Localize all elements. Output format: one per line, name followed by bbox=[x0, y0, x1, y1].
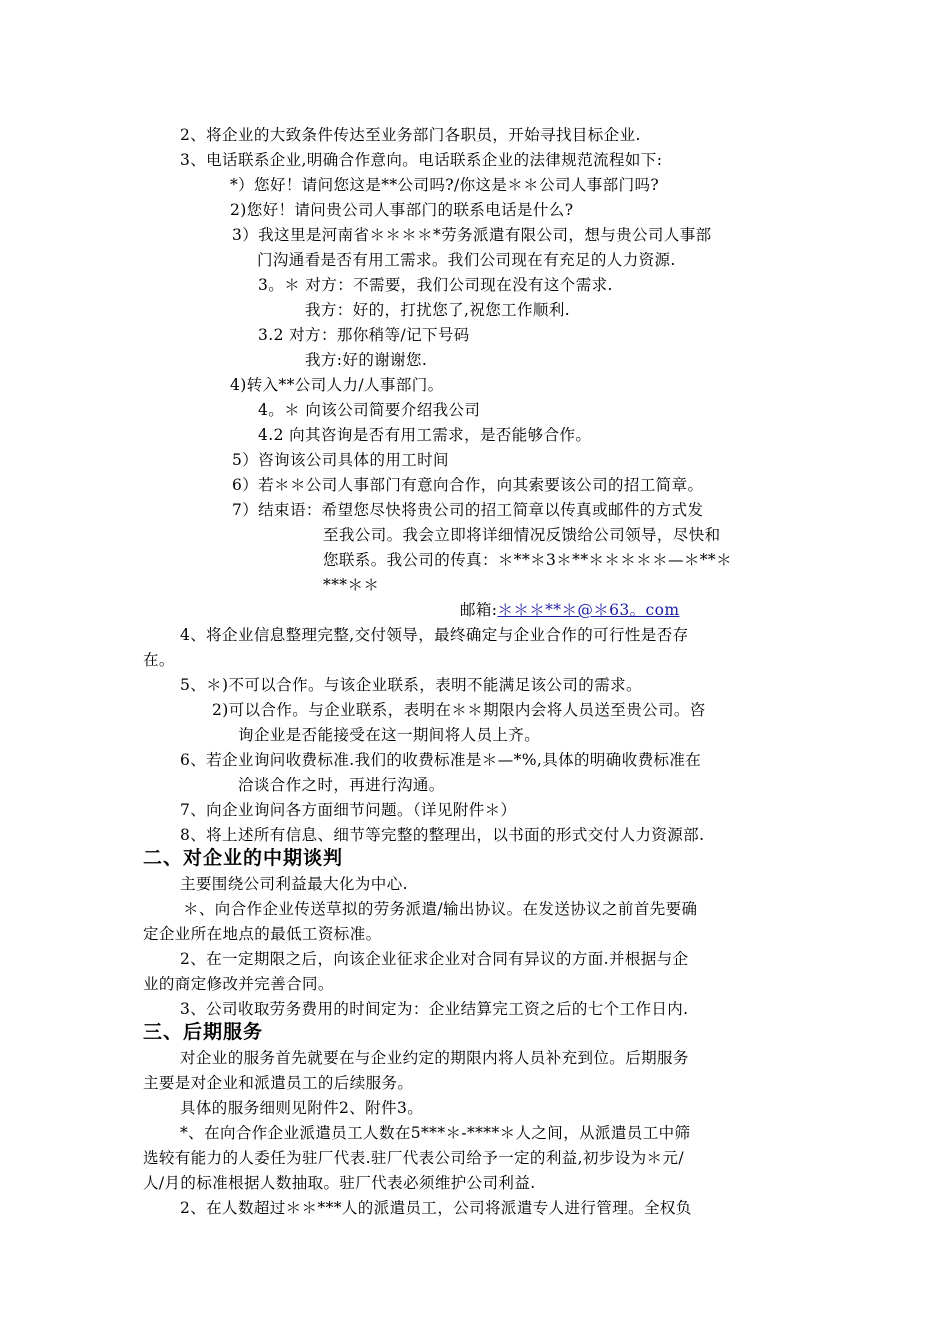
text-line: 选较有能力的人委任为驻厂代表.驻厂代表公司给予一定的利益,初步设为＊元/ bbox=[143, 1149, 684, 1167]
text-line: 在。 bbox=[143, 651, 175, 669]
text-line: 洽谈合作之时，再进行沟通。 bbox=[238, 776, 445, 794]
text-line: 3.2 对方：那你稍等/记下号码 bbox=[258, 326, 470, 344]
text-line: 2)可以合作。与企业联系，表明在＊＊期限内会将人员送至贵公司。咨 bbox=[212, 701, 706, 719]
text-line: 您联系。我公司的传真：＊**＊3＊**＊＊＊＊＊—＊**＊ bbox=[323, 551, 732, 569]
text-line: 3、电话联系企业,明确合作意向。电话联系企业的法律规范流程如下: bbox=[180, 151, 663, 169]
text-line: 2、在一定期限之后，向该企业征求企业对合同有异议的方面.并根据与企 bbox=[180, 950, 689, 968]
email-link[interactable]: ＊＊＊**＊@＊63。com bbox=[497, 601, 680, 619]
text-line: 对企业的服务首先就要在与企业约定的期限内将人员补充到位。后期服务 bbox=[180, 1049, 689, 1067]
text-line: 业的商定修改并完善合同。 bbox=[143, 975, 334, 993]
text-line: 至我公司。我会立即将详细情况反馈给公司领导，尽快和 bbox=[323, 526, 721, 544]
text-line: 我方：好的，打扰您了,祝您工作顺利. bbox=[305, 301, 571, 319]
text-line: 7）结束语：希望您尽快将贵公司的招工简章以传真或邮件的方式发 bbox=[232, 501, 704, 519]
text-line: 4。＊ 向该公司简要介绍我公司 bbox=[258, 401, 481, 419]
text-line: ***＊＊ bbox=[323, 576, 380, 594]
email-line bbox=[460, 599, 679, 621]
text-line: 询企业是否能接受在这一期间将人员上齐。 bbox=[238, 726, 541, 744]
text-line: 6、若企业询问收费标准.我们的收费标准是＊—*%,具体的明确收费标准在 bbox=[180, 751, 702, 769]
text-line: 4、将企业信息整理完整,交付领导，最终确定与企业合作的可行性是否存 bbox=[180, 626, 689, 644]
text-line: 主要围绕公司利益最大化为中心. bbox=[180, 875, 408, 893]
text-line: 3、公司收取劳务费用的时间定为：企业结算完工资之后的七个工作日内. bbox=[180, 1000, 689, 1018]
text-line: 7、向企业询问各方面细节问题。（详见附件＊） bbox=[180, 801, 517, 819]
text-line: 人/月的标准根据人数抽取。驻厂代表必须维护公司利益. bbox=[143, 1174, 536, 1192]
text-line: 6）若＊＊公司人事部门有意向合作，向其索要该公司的招工简章。 bbox=[232, 476, 704, 494]
section-heading: 二、对企业的中期谈判 bbox=[143, 847, 344, 869]
text-line: 3）我这里是河南省＊＊＊＊*劳务派遣有限公司，想与贵公司人事部 bbox=[232, 226, 712, 244]
text-line: 我方:好的谢谢您. bbox=[305, 351, 428, 369]
email-label: 邮箱: bbox=[460, 601, 498, 619]
text-line: 具体的服务细则见附件2、附件3。 bbox=[180, 1099, 424, 1117]
text-line: 主要是对企业和派遣员工的后续服务。 bbox=[143, 1074, 414, 1092]
text-line: 3。＊ 对方：不需要，我们公司现在没有这个需求. bbox=[258, 276, 613, 294]
text-line: *）您好！请问您这是**公司吗?/你这是＊＊公司人事部门吗? bbox=[230, 176, 660, 194]
text-line: 2)您好！请问贵公司人事部门的联系电话是什么? bbox=[230, 201, 574, 219]
text-line: 5）咨询该公司具体的用工时间 bbox=[232, 451, 449, 469]
text-line: 2、在人数超过＊＊***人的派遣员工，公司将派遣专人进行管理。全权负 bbox=[180, 1199, 692, 1217]
text-line: 8、将上述所有信息、细节等完整的整理出，以书面的形式交付人力资源部. bbox=[180, 826, 705, 844]
text-line: ＊、向合作企业传送草拟的劳务派遣/输出协议。在发送协议之前首先要确 bbox=[183, 900, 698, 918]
text-line: 2、将企业的大致条件传达至业务部门各职员，开始寻找目标企业. bbox=[180, 126, 641, 144]
section-heading: 三、后期服务 bbox=[143, 1021, 264, 1043]
text-line: 定企业所在地点的最低工资标准。 bbox=[143, 925, 382, 943]
text-line: 5、＊)不可以合作。与该企业联系，表明不能满足该公司的需求。 bbox=[180, 676, 642, 694]
text-line: 4.2 向其咨询是否有用工需求，是否能够合作。 bbox=[258, 426, 592, 444]
text-line: 门沟通看是否有用工需求。我们公司现在有充足的人力资源. bbox=[257, 251, 676, 269]
text-line: 4)转入**公司人力/人事部门。 bbox=[230, 376, 444, 394]
text-line: *、在向合作企业派遣员工人数在5***＊-****＊人之间，从派遣员工中筛 bbox=[180, 1124, 691, 1142]
